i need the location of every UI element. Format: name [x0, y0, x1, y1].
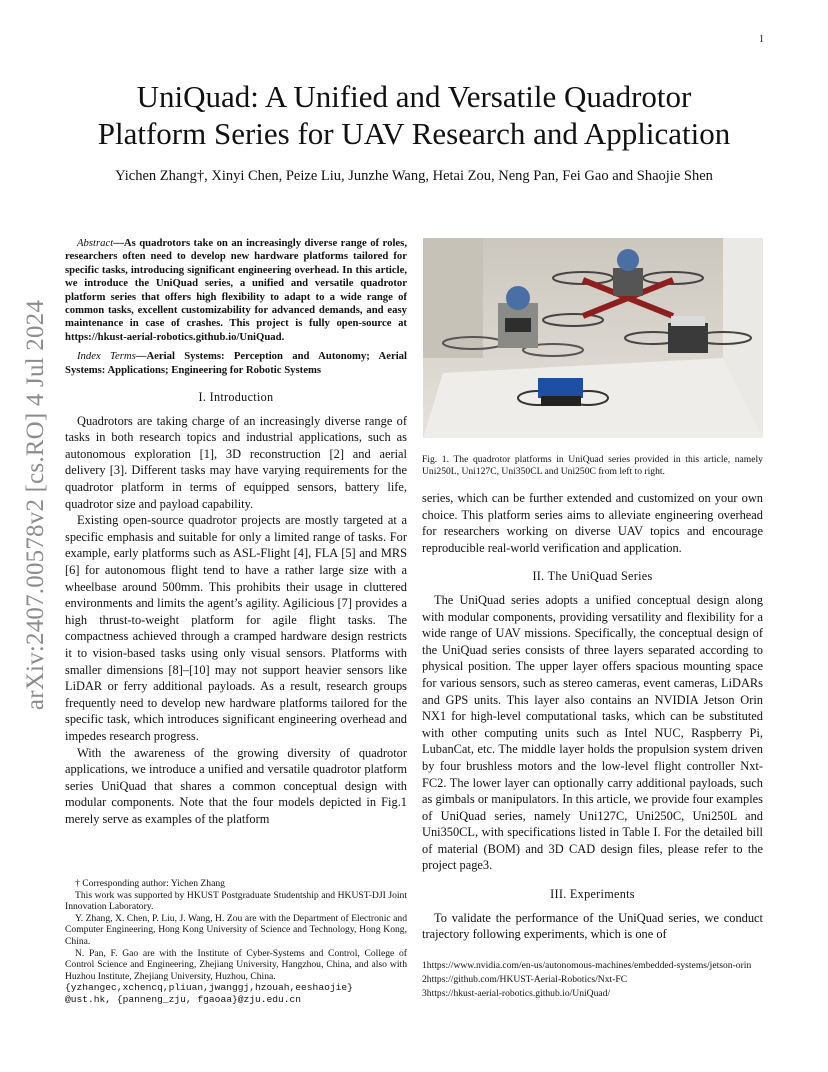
- arxiv-stamp: [18, 299, 54, 711]
- figure-caption: [422, 454, 763, 478]
- figure-caption-label: Fig. 1.: [422, 454, 449, 465]
- intro-paragraph-3: With the awareness of the growing diversity of quadrotor applications, we introduce a unified and versatile quadrotor platform series UniQuad that shares a common conceptual design with modular components. Note that the four models depicted in Fig.1 merely serve as examples of the platform: [65, 745, 407, 826]
- left-column: [65, 237, 407, 828]
- footnote-corresponding-author: † Corresponding author: Yichen Zhang: [75, 878, 225, 889]
- figure-quadrotor-photo: [423, 238, 763, 438]
- right-footnotes: [422, 960, 763, 1002]
- index-terms: [65, 350, 407, 377]
- footnote-project-url: 3https://hkust-aerial-robotics.github.io/UniQuad/: [422, 988, 611, 999]
- index-terms-text: —Aerial Systems: Perception and Autonomy; Aerial Systems: Applications; Engineering for Robotic Systems: [65, 350, 407, 376]
- abstract-label: Abstract: [77, 237, 114, 249]
- intro-paragraph-2: Existing open-source quadrotor projects are mostly targeted at a specific emphasis and suitable for only a limited range of tasks. For example, early platforms such as ASL-Flight [4], FLA [5] and MRS [6] for autonomous flight tend to have a rather large size with a wheelbase around 500mm. This prohibits their usage in cluttered environments and limits the agent’s agility. Agilicious [7] provides a high thrust-to-weight platform for agile flight tasks. The compactness achieved through a cramped hardware design restricts it to vision-based tasks using only visual sensors. Platforms with smaller dimensions [8]–[10] may not support heavier sensors like LiDAR or ferry additional payloads. As a result, research groups frequently need to develop new hardware platforms tailored for the specific task, which introduces significant engineering overhead and impedes research progress.: [65, 513, 407, 743]
- experiments-paragraph: To validate the performance of the UniQuad series, we conduct trajectory following experiments, which is one of: [422, 910, 763, 942]
- right-paragraph-continuation: series, which can be further extended and customized on your own choice. This platform series aims to alleviate engineering overhead for researchers working on diverse UAV topics and encourage reproducible real-world verification and application.: [422, 491, 763, 555]
- right-column: [422, 490, 763, 943]
- figure-caption-text: The quadrotor platforms in UniQuad series provided in this article, namely Uni250L, Uni127C, Uni350CL and Uni250C from left to right.: [422, 454, 763, 477]
- author-list: Yichen Zhang†, Xinyi Chen, Peize Liu, Junzhe Wang, Hetai Zou, Neng Pan, Fei Gao and Shaojie Shen: [115, 168, 713, 184]
- title-line-2: Platform Series for UAV Research and Application: [97, 116, 731, 151]
- abstract: [65, 237, 407, 344]
- footnote-funding: This work was supported by HKUST Postgraduate Studentship and HKUST-DJI Joint Innovation Laboratory.: [65, 889, 407, 913]
- section-heading-introduction: I. Introduction: [198, 390, 274, 405]
- footnote-emails-2: @ust.hk, {panneng_zju, fgaoaa}@zju.edu.cn: [65, 993, 302, 1005]
- abstract-text: —As quadrotors take on an increasingly diverse range of roles, researchers often need to develop new hardware platforms tailored for specific tasks, introducing significant engineering overhead. In this article, we introduce the UniQuad series, a unified and versatile quadrotor platform series that offers high flexibility to adapt to a wide range of common tasks, excellent customizability for advanced demands, and easy maintenance in case of crashes. This project is fully open-source at https://hkust-aerial-robotics.github.io/UniQuad.: [65, 237, 407, 343]
- intro-paragraph-1: Quadrotors are taking charge of an increasingly diverse range of tasks in both research topics and industrial applications, such as autonomous exploration [1], 3D reconstruction [2] and aerial delivery [3]. Different tasks may have varying requirements for the quadrotor platform in terms of equipped sensors, battery life, quadrotor size and payload capability.: [65, 413, 407, 511]
- series-paragraph: The UniQuad series adopts a unified conceptual design along with modular components, providing versatility and flexibility for a wide range of UAV missions. Specifically, the conceptual design of the UniQuad series consists of three layers separated according to physical position. The upper layer offers spacious mounting space for various sensors, such as stereo cameras, event cameras, LiDARs and GPS units. This layer also contains an NVIDIA Jetson Orin NX1 for high-level computational tasks, which can be substituted with other computing units such as Intel NUC, Raspberry Pi, LubanCat, etc. The middle layer holds the propulsion system driven by four brushless motors and the low-level flight controller Nxt-FC2. The lower layer can optionally carry additional payloads, such as gimbals or manipulators. In this article, we provide four examples of UniQuad series, namely Uni127C, Uni250C, Uni250L and Uni350CL, with specifications listed in Table I. For the detailed bill of material (BOM) and 3D CAD design files, please refer to the project page3.: [422, 592, 763, 873]
- footnote-nxtfc-url: 2https://github.com/HKUST-Aerial-Robotics/Nxt-FC: [422, 974, 628, 985]
- title-line-1: UniQuad: A Unified and Versatile Quadrotor: [136, 79, 692, 114]
- section-heading-series: II. The UniQuad Series: [532, 569, 653, 584]
- footnote-affiliation-zju: N. Pan, F. Gao are with the Institute of Cyber-Systems and Control, College of Control Science and Engineering, Zhejiang University, Hangzhou, China, and also with Huzhou Institute, Zhejiang University, Huzhou, China.: [65, 947, 407, 982]
- section-heading-experiments: III. Experiments: [550, 887, 635, 902]
- page-number: 1: [759, 34, 764, 45]
- paper-title: [60, 78, 768, 152]
- arxiv-stamp-text: arXiv:2407.00578v2 [cs.RO] 4 Jul 2024: [22, 299, 49, 711]
- footnote-emails-1: {yzhangec,xchencq,pliuan,jwanggj,hzouah,eeshaojie}: [65, 982, 353, 994]
- index-terms-label: Index Terms: [77, 350, 136, 363]
- footnote-nvidia-url: 1https://www.nvidia.com/en-us/autonomous-machines/embedded-systems/jetson-orin: [422, 960, 752, 971]
- left-footnotes: [65, 878, 407, 1006]
- quadrotor-photo-illustration: [423, 238, 763, 438]
- footnote-affiliation-hkust: Y. Zhang, X. Chen, P. Liu, J. Wang, H. Zou are with the Department of Electronic and Computer Engineering, Hong Kong University of Science and Technology, Hong Kong, China.: [65, 912, 407, 947]
